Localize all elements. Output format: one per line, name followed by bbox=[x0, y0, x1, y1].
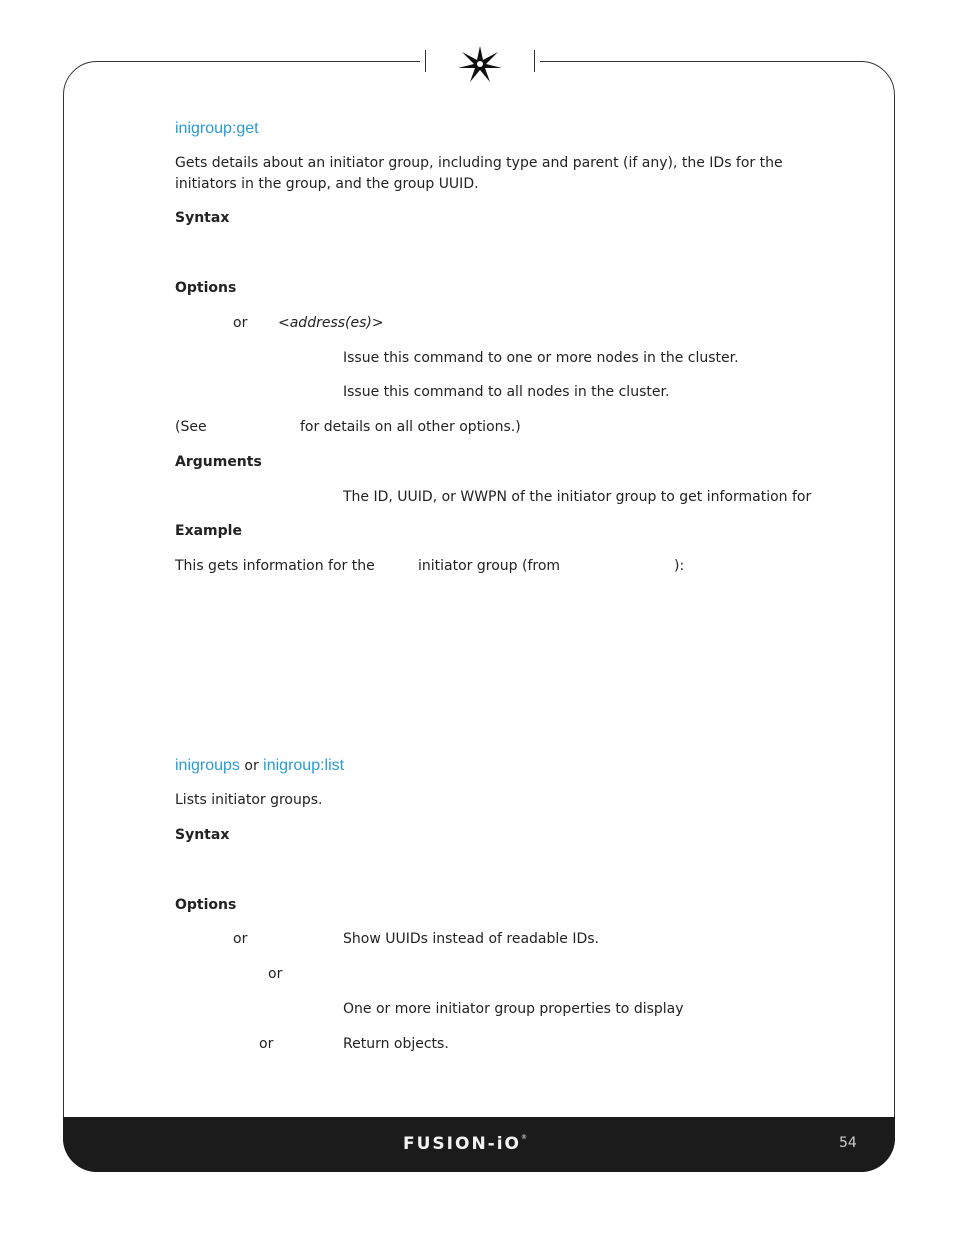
fusion-io-star-logo-icon bbox=[452, 42, 508, 86]
see-reference-prefix: (See bbox=[175, 419, 207, 435]
arguments-label: Arguments bbox=[175, 454, 262, 470]
trademark-symbol: ® bbox=[521, 1134, 529, 1141]
option-or-text: or bbox=[259, 1036, 274, 1052]
header-tick-left bbox=[425, 50, 426, 72]
heading-inigroup-list: inigroup:list bbox=[263, 757, 345, 774]
section1-description: Gets details about an initiator group, including type and parent (if any), the IDs for the initiators in the group, and the group UUID. bbox=[175, 155, 783, 192]
option-description: Show UUIDs instead of readable IDs. bbox=[343, 931, 599, 947]
example-text-suffix: ): bbox=[674, 558, 685, 574]
heading-inigroups: inigroups bbox=[175, 757, 240, 774]
option-description: Issue this command to one or more nodes in the cluster. bbox=[343, 350, 739, 366]
header-tick-right bbox=[534, 50, 535, 72]
syntax-label: Syntax bbox=[175, 210, 230, 226]
option-or-text: or bbox=[268, 966, 283, 982]
example-text-prefix: This gets information for the bbox=[175, 558, 375, 574]
section-heading-inigroups bbox=[175, 755, 344, 777]
option-address-placeholder: <address(es)> bbox=[278, 315, 384, 331]
section-heading-inigroup-get: inigroup:get bbox=[175, 120, 259, 137]
option-description: Return objects. bbox=[343, 1036, 449, 1052]
see-reference-suffix: for details on all other options.) bbox=[300, 419, 521, 435]
fusion-io-brand-logo bbox=[403, 1134, 529, 1154]
syntax-label: Syntax bbox=[175, 827, 230, 843]
options-label: Options bbox=[175, 897, 237, 913]
page-number: 54 bbox=[839, 1135, 857, 1151]
argument-description: The ID, UUID, or WWPN of the initiator group to get information for bbox=[343, 489, 812, 505]
example-text-middle: initiator group (from bbox=[418, 558, 561, 574]
option-or-text: or bbox=[233, 931, 248, 947]
heading-or: or bbox=[244, 758, 259, 774]
options-label: Options bbox=[175, 280, 237, 296]
example-label: Example bbox=[175, 523, 242, 539]
option-or-text: or bbox=[233, 315, 248, 331]
option-description: One or more initiator group properties to display bbox=[343, 1001, 684, 1017]
section2-description: Lists initiator groups. bbox=[175, 792, 323, 808]
page-footer bbox=[63, 1117, 895, 1172]
option-description: Issue this command to all nodes in the cluster. bbox=[343, 384, 670, 400]
brand-text: FUSION-iO bbox=[403, 1134, 521, 1154]
